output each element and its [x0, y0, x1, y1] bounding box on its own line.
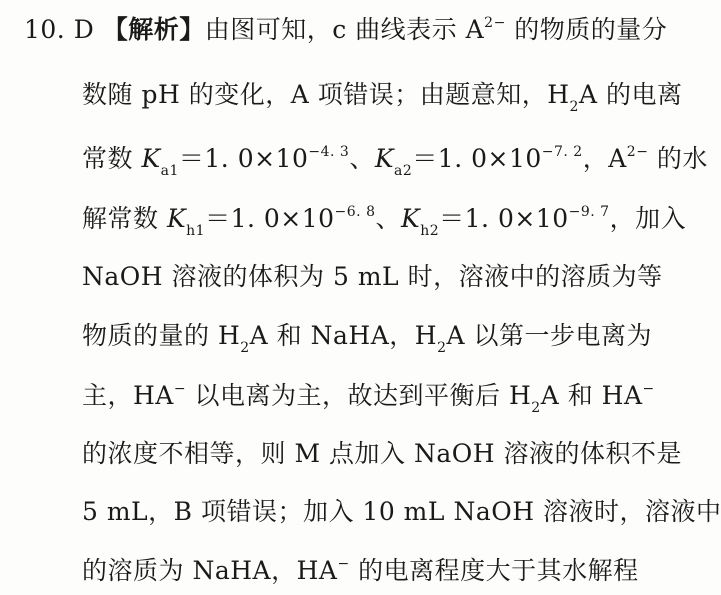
text-line-6 [82, 320, 652, 356]
subscript: 2 [569, 99, 579, 115]
italic-symbol: K [374, 144, 395, 173]
superscript: − [337, 555, 350, 572]
subscript: 2 [531, 400, 541, 416]
superscript: −7. 2 [541, 143, 583, 160]
subscript: a1 [160, 163, 179, 179]
text-run: 的浓度不相等，则 M 点加入 NaOH 溶液的体积不是 [82, 439, 682, 468]
text-run: ，A [582, 144, 627, 173]
text-run: ＝1. 0×10 [178, 144, 309, 173]
superscript: − [173, 380, 187, 397]
text-line-7 [82, 380, 655, 416]
superscript: 2− [484, 14, 506, 31]
text-line-5 [82, 261, 663, 293]
text-run: 的电离程度大于其水解程 [349, 556, 639, 585]
text-line-8 [82, 438, 682, 470]
text-line-3 [82, 143, 708, 179]
superscript: −9. 7 [568, 203, 610, 220]
text-run: 的物质的量分 [505, 15, 668, 44]
text-run: 以电离为主，故达到平衡后 H [186, 381, 532, 410]
analysis-heading: 【解析】 [102, 15, 205, 44]
text-run: 5 mL，B 项错误；加入 10 mL NaOH 溶液时，溶液中 [82, 497, 721, 526]
subscript: 2 [240, 340, 250, 356]
text-run: 、 [375, 204, 402, 233]
text-run: 10. D [24, 15, 103, 44]
text-run: A 的电离 [578, 80, 683, 109]
text-run: ，加入 [609, 204, 687, 233]
text-run: 常数 [82, 144, 142, 173]
superscript: 2− [626, 143, 649, 160]
text-run: A 和 NaHA，H [249, 321, 438, 350]
text-run: 由图可知，c 曲线表示 A [204, 15, 485, 44]
text-line-4 [82, 203, 687, 239]
superscript: − [642, 380, 655, 397]
text-run: A 以第一步电离为 [446, 321, 652, 350]
text-run: 解常数 [82, 204, 167, 233]
italic-symbol: K [401, 204, 421, 233]
text-line-1 [24, 14, 667, 46]
italic-symbol: K [141, 144, 161, 173]
text-line-9 [82, 496, 721, 528]
subscript: h1 [186, 223, 206, 239]
text-run: 的水 [648, 144, 708, 173]
subscript: h2 [420, 223, 440, 239]
text-run: NaOH 溶液的体积为 5 mL 时，溶液中的溶质为等 [82, 262, 663, 291]
text-run: ＝1. 0×10 [205, 204, 335, 233]
italic-symbol: K [166, 204, 187, 233]
superscript: −4. 3 [308, 143, 350, 160]
text-run: ＝1. 0×10 [412, 144, 542, 173]
text-run: 的溶质为 NaHA，HA [82, 556, 338, 585]
text-run: A 和 HA [540, 381, 643, 410]
text-run: 主，HA [82, 381, 174, 410]
text-run: 、 [349, 144, 375, 173]
text-line-10 [82, 555, 639, 587]
text-run: ＝1. 0×10 [439, 204, 569, 233]
subscript: a2 [394, 163, 413, 179]
subscript: 2 [437, 340, 447, 356]
text-line-2 [82, 79, 683, 115]
superscript: −6. 8 [334, 203, 376, 220]
text-run: 物质的量的 H [82, 321, 241, 350]
text-run: 数随 pH 的变化，A 项错误；由题意知，H [82, 80, 570, 109]
